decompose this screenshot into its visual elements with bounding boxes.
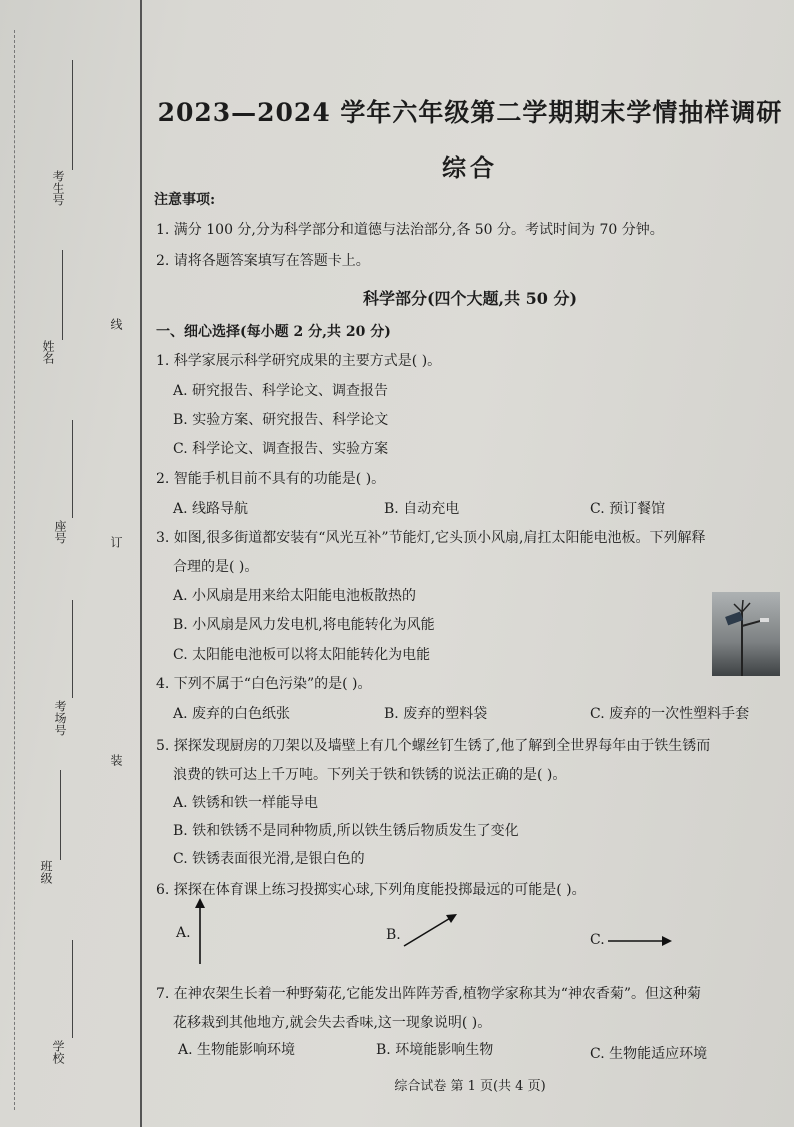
q3-option-b: B. 小风扇是风力发电机,将电能转化为风能 (173, 617, 435, 633)
bind-staple-mark: 订 (109, 536, 123, 550)
q4-option-b: B. 废弃的塑料袋 (384, 706, 488, 722)
q3-option-c: C. 太阳能电池板可以将太阳能转化为电能 (173, 647, 431, 663)
q4-stem: 4. 下列不属于“白色污染”的是( )。 (156, 676, 372, 692)
class-field[interactable] (60, 770, 61, 860)
q3-stem-line1: 3. 如图,很多街道都安装有“风光互补”节能灯,它头顶小风扇,肩扛太阳能电池板。下列解释 (156, 530, 706, 546)
q2-option-c: C. 预订餐馆 (590, 501, 666, 517)
q2-option-a: A. 线路导航 (173, 501, 249, 517)
school-field[interactable] (72, 940, 73, 1038)
note-1: 1. 满分 100 分,分为科学部分和道德与法治部分,各 50 分。考试时间为 70 分钟。 (156, 222, 664, 238)
science-section-heading: 科学部分(四个大题,共 50 分) (362, 289, 578, 308)
class-label: 班级 (39, 860, 53, 884)
q4-option-a: A. 废弃的白色纸张 (173, 706, 291, 722)
arrow-diagonal-icon (402, 912, 458, 948)
q7-option-c: C. 生物能适应环境 (590, 1046, 708, 1062)
binding-margin (0, 0, 142, 1127)
q5-option-a: A. 铁锈和铁一样能导电 (173, 795, 319, 811)
q7-stem-line2: 花移栽到其他地方,就会失去香味,这一现象说明( )。 (173, 1015, 492, 1031)
examinee-no-field[interactable] (72, 60, 73, 170)
seat-no-field[interactable] (72, 420, 73, 518)
q6-option-c: C. (590, 932, 605, 948)
q2-option-b: B. 自动充电 (384, 501, 460, 517)
q4-option-c: C. 废弃的一次性塑料手套 (590, 706, 750, 722)
exam-room-label: 考场号 (53, 700, 67, 736)
school-label: 学校 (51, 1040, 65, 1064)
q1-option-c: C. 科学论文、调查报告、实验方案 (173, 441, 389, 457)
wind-solar-lamp-image (712, 592, 780, 676)
note-2: 2. 请将各题答案填写在答题卡上。 (156, 253, 370, 269)
q5-stem-line1: 5. 探探发现厨房的刀架以及墙壁上有几个螺丝钉生锈了,他了解到全世界每年由于铁生锈而 (156, 738, 711, 754)
street-lamp-photo (712, 592, 780, 676)
exam-subject: 综合 (442, 153, 498, 182)
q6-stem: 6. 探探在体育课上练习投掷实心球,下列角度能投掷最远的可能是( )。 (156, 882, 586, 898)
q7-option-a: A. 生物能影响环境 (178, 1042, 296, 1058)
seat-no-label: 座号 (53, 520, 67, 544)
arrow-right-icon (606, 934, 672, 948)
q3-option-a: A. 小风扇是用来给太阳能电池板散热的 (173, 588, 417, 604)
q2-stem: 2. 智能手机目前不具有的功能是( )。 (156, 471, 386, 487)
exam-room-field[interactable] (72, 600, 73, 698)
q7-option-b: B. 环境能影响生物 (376, 1042, 494, 1058)
fold-line (14, 30, 15, 1110)
exam-title: 2023—2024 学年六年级第二学期期末学情抽样调研 (157, 98, 783, 127)
q7-stem-line1: 7. 在神农架生长着一种野菊花,它能发出阵阵芳香,植物学家称其为“神农香菊”。但这种菊 (156, 986, 702, 1002)
q6-option-a: A. (176, 925, 191, 941)
q5-option-c: C. 铁锈表面很光滑,是银白色的 (173, 851, 365, 867)
q1-stem: 1. 科学家展示科学研究成果的主要方式是( )。 (156, 353, 442, 369)
q5-stem-line2: 浪费的铁可达上千万吨。下列关于铁和铁锈的说法正确的是( )。 (173, 767, 567, 783)
q3-stem-line2: 合理的是( )。 (173, 559, 259, 575)
q1-option-b: B. 实验方案、研究报告、科学论文 (173, 412, 389, 428)
bind-line-mark: 线 (109, 318, 123, 332)
page-footer: 综合试卷 第 1 页(共 4 页) (394, 1079, 546, 1094)
q6-option-b: B. (386, 927, 401, 943)
name-field[interactable] (62, 250, 63, 340)
q1-option-a: A. 研究报告、科学论文、调查报告 (173, 383, 389, 399)
name-label: 姓名 (41, 340, 55, 364)
examinee-no-label: 考生号 (51, 170, 65, 206)
q5-option-b: B. 铁和铁锈不是同种物质,所以铁生锈后物质发生了变化 (173, 823, 519, 839)
bind-seal-mark: 装 (109, 754, 123, 768)
notes-heading: 注意事项: (154, 192, 216, 208)
arrow-up-icon (192, 898, 208, 966)
part1-heading: 一、细心选择(每小题 2 分,共 20 分) (156, 324, 391, 340)
